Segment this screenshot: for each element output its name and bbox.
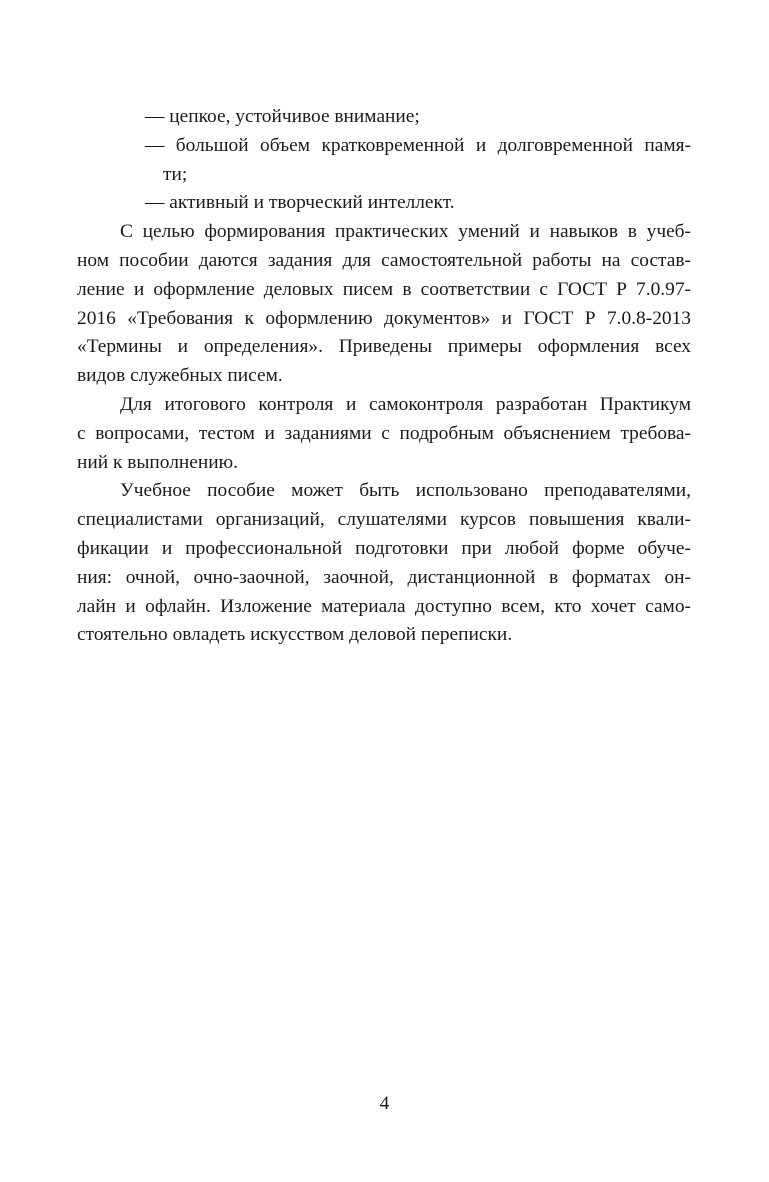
- paragraph-line: лайн и офлайн. Изложение материала доступно всем, кто хочет само-: [77, 595, 691, 617]
- paragraph-line: «Термины и определения». Приведены примеры оформления всех: [77, 336, 691, 358]
- paragraph-audience: [77, 477, 691, 650]
- paragraph-practicum: [77, 391, 691, 477]
- paragraph-line: с вопросами, тестом и заданиями с подробным объяснением требова-: [77, 422, 691, 444]
- paragraph-line: фикации и профессиональной подготовки при любой форме обуче-: [77, 537, 691, 559]
- paragraph-line: ний к выполнению.: [77, 451, 238, 473]
- paragraph-line: ление и оформление деловых писем в соответствии с ГОСТ Р 7.0.97-: [77, 278, 691, 300]
- paragraph-line: стоятельно овладеть искусством деловой переписки.: [77, 624, 513, 646]
- paragraph-line: Для итогового контроля и самоконтроля разработан Практикум: [120, 393, 691, 415]
- paragraph-line: ном пособии даются задания для самостоятельной работы на состав-: [77, 249, 691, 271]
- bullet-item-memory-continuation: ти;: [163, 163, 188, 185]
- paragraph-line: видов служебных писем.: [77, 365, 283, 387]
- bullet-item-memory: — большой объем кратковременной и долговременной памя-: [145, 134, 691, 156]
- page-number: 4: [379, 1093, 390, 1114]
- paragraph-line: С целью формирования практических умений и навыков в учеб-: [120, 221, 691, 243]
- paragraph-line: специалистами организаций, слушателями курсов повышения квали-: [77, 509, 691, 531]
- paragraph-practical-skills: [77, 218, 691, 391]
- bullet-item-intellect: — активный и творческий интеллект.: [145, 192, 455, 214]
- bullet-item-attention: — цепкое, устойчивое внимание;: [145, 106, 420, 127]
- paragraph-line: 2016 «Требования к оформлению документов» и ГОСТ Р 7.0.8-2013: [77, 307, 691, 329]
- page-body: [77, 103, 691, 650]
- paragraph-line: Учебное пособие может быть использовано преподавателями,: [120, 480, 691, 502]
- paragraph-line: ния: очной, очно-заочной, заочной, дистанционной в форматах он-: [77, 566, 691, 588]
- bullet-list: [77, 103, 691, 218]
